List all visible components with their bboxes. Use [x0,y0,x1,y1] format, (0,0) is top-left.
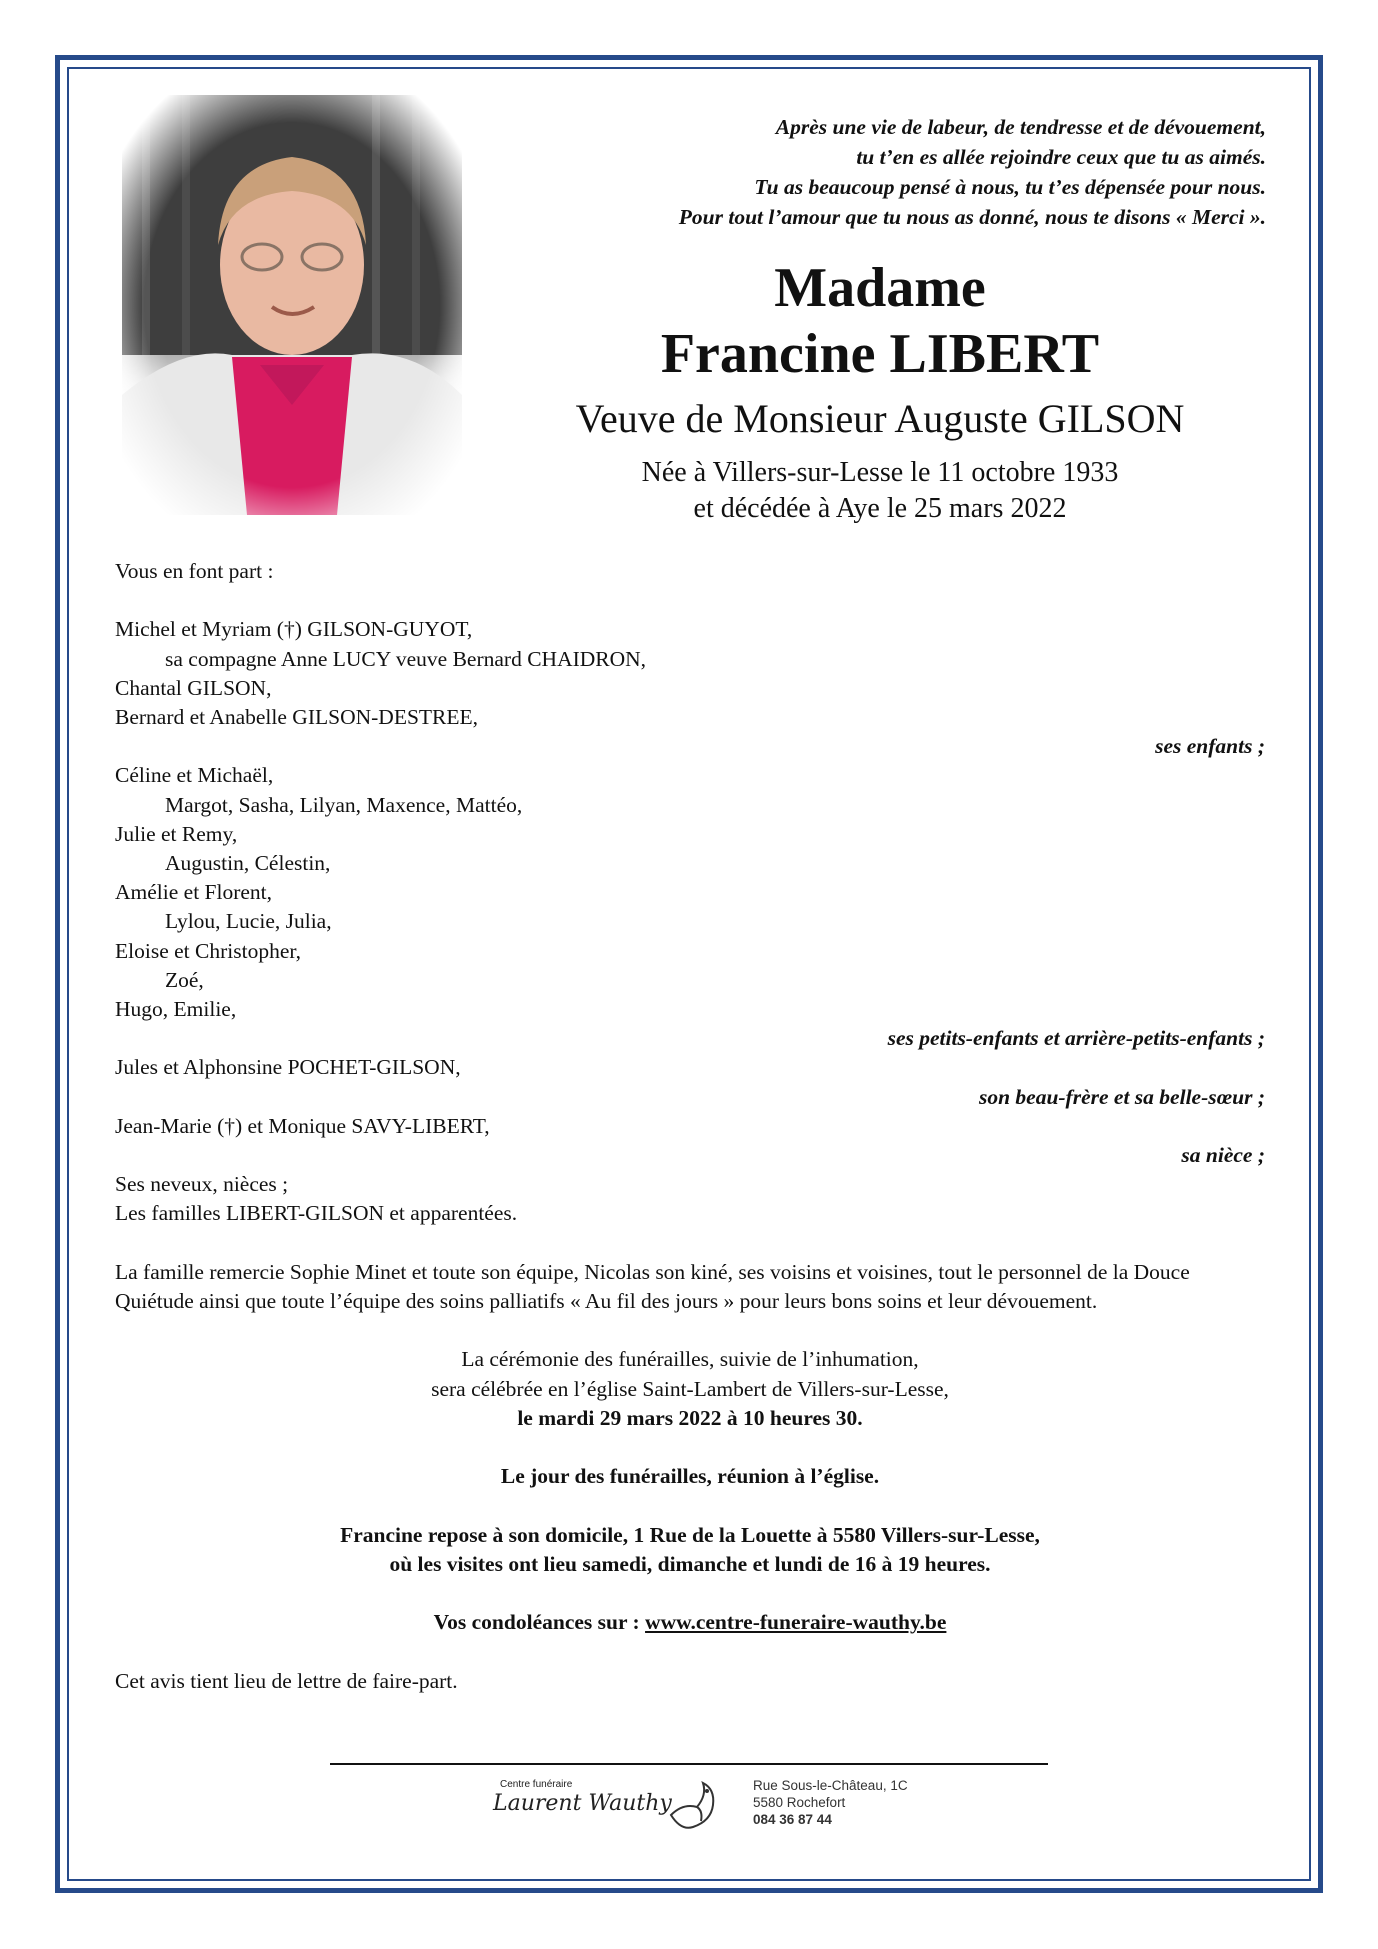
announcement-body [115,557,1265,1696]
grandchild-line: Zoé, [165,967,204,992]
death-date: et décédée à Aye le 25 mars 2022 [693,493,1067,524]
footer-divider [330,1763,1048,1765]
grandchild-line: Céline et Michaël, [115,763,274,788]
others-line: Ses neveux, nièces ; [115,1172,289,1197]
funeral-home-address [753,1777,908,1828]
logo-caption: Centre funéraire [500,1779,573,1790]
intro: Vous en font part : [115,559,274,583]
phone-number: 084 36 87 44 [753,1812,832,1827]
child-line: Chantal GILSON, [115,675,272,700]
poem-line: tu t’en es allée rejoindre ceux que tu as aimés. [856,145,1266,169]
niece-line: Jean-Marie (†) et Monique SAVY-LIBERT, [115,1113,490,1138]
ceremony-date: le mardi 29 mars 2022 à 10 heures 30. [517,1405,863,1430]
birth-date: Née à Villers-sur-Lesse le 11 octobre 1933 [641,457,1119,488]
address-line: Rue Sous-le-Château, 1C [753,1778,908,1793]
visits-line: où les visites ont lieu samedi, dimanche et lundi de 16 à 19 heures. [389,1551,991,1576]
bird-icon [663,1775,723,1837]
child-line: Michel et Myriam (†) GILSON-GUYOT, [115,617,473,642]
inlaws-line: Jules et Alphonsine POCHET-GILSON, [115,1055,461,1080]
relation-niece: sa nièce ; [1181,1143,1265,1168]
others-line: Les familles LIBERT-GILSON et apparentées. [115,1201,518,1226]
ceremony-line: sera célébrée en l’église Saint-Lambert de Villers-sur-Lesse, [431,1376,949,1401]
thanks-paragraph: La famille remercie Sophie Minet et toute son équipe, Nicolas son kiné, ses voisins et voisines, tout le personnel de la Douce Quiétude ainsi que toute l’équipe des soins palliatifs « Au fil des jours » pour leurs bons soins et leur dévouement. [115,1259,1190,1314]
child-line: sa compagne Anne LUCY veuve Bernard CHAIDRON, [165,646,647,671]
relation-grandchildren: ses petits-enfants et arrière-petits-enfants ; [887,1026,1265,1051]
ceremony-line: La cérémonie des funérailles, suivie de l’inhumation, [461,1347,919,1372]
widow-of: Veuve de Monsieur Auguste GILSON [575,396,1185,441]
condolences [115,1608,1265,1637]
condolences-label: Vos condoléances sur : [433,1610,646,1635]
meeting-note: Le jour des funérailles, réunion à l’église. [500,1464,880,1489]
grandchild-line: Amélie et Florent, [115,880,273,905]
portrait-photo [122,95,462,515]
grandchild-line: Julie et Remy, [115,821,238,846]
grandchild-line: Augustin, Célestin, [165,851,331,876]
poem [506,112,1266,232]
salutation: Madame [774,257,986,319]
deceased-title [490,255,1270,527]
relation-inlaws: son beau-frère et sa belle-sœur ; [978,1084,1265,1109]
notice-line: Cet avis tient lieu de lettre de faire-part. [115,1668,458,1693]
visits-line: Francine repose à son domicile, 1 Rue de la Louette à 5580 Villers-sur-Lesse, [340,1522,1040,1547]
poem-line: Pour tout l’amour que tu nous as donné, nous te disons « Merci ». [678,205,1266,229]
grandchild-line: Eloise et Christopher, [115,938,302,963]
deceased-name: Francine LIBERT [660,323,1100,385]
poem-line: Tu as beaucoup pensé à nous, tu t’es dépensée pour nous. [754,175,1266,199]
condolences-link[interactable]: www.centre-funeraire-wauthy.be [645,1610,947,1635]
poem-line: Après une vie de labeur, de tendresse et de dévouement, [775,115,1266,139]
grandchild-line: Margot, Sasha, Lilyan, Maxence, Mattéo, [165,792,523,817]
funeral-home-logo [493,1773,933,1845]
child-line: Bernard et Anabelle GILSON-DESTREE, [115,705,479,729]
relation-children: ses enfants ; [1155,734,1265,759]
grandchild-line: Hugo, Emilie, [115,997,237,1022]
grandchild-line: Lylou, Lucie, Julia, [165,909,332,934]
address-line: 5580 Rochefort [753,1795,846,1810]
logo-wordmark: Laurent Wauthy [493,1791,672,1816]
